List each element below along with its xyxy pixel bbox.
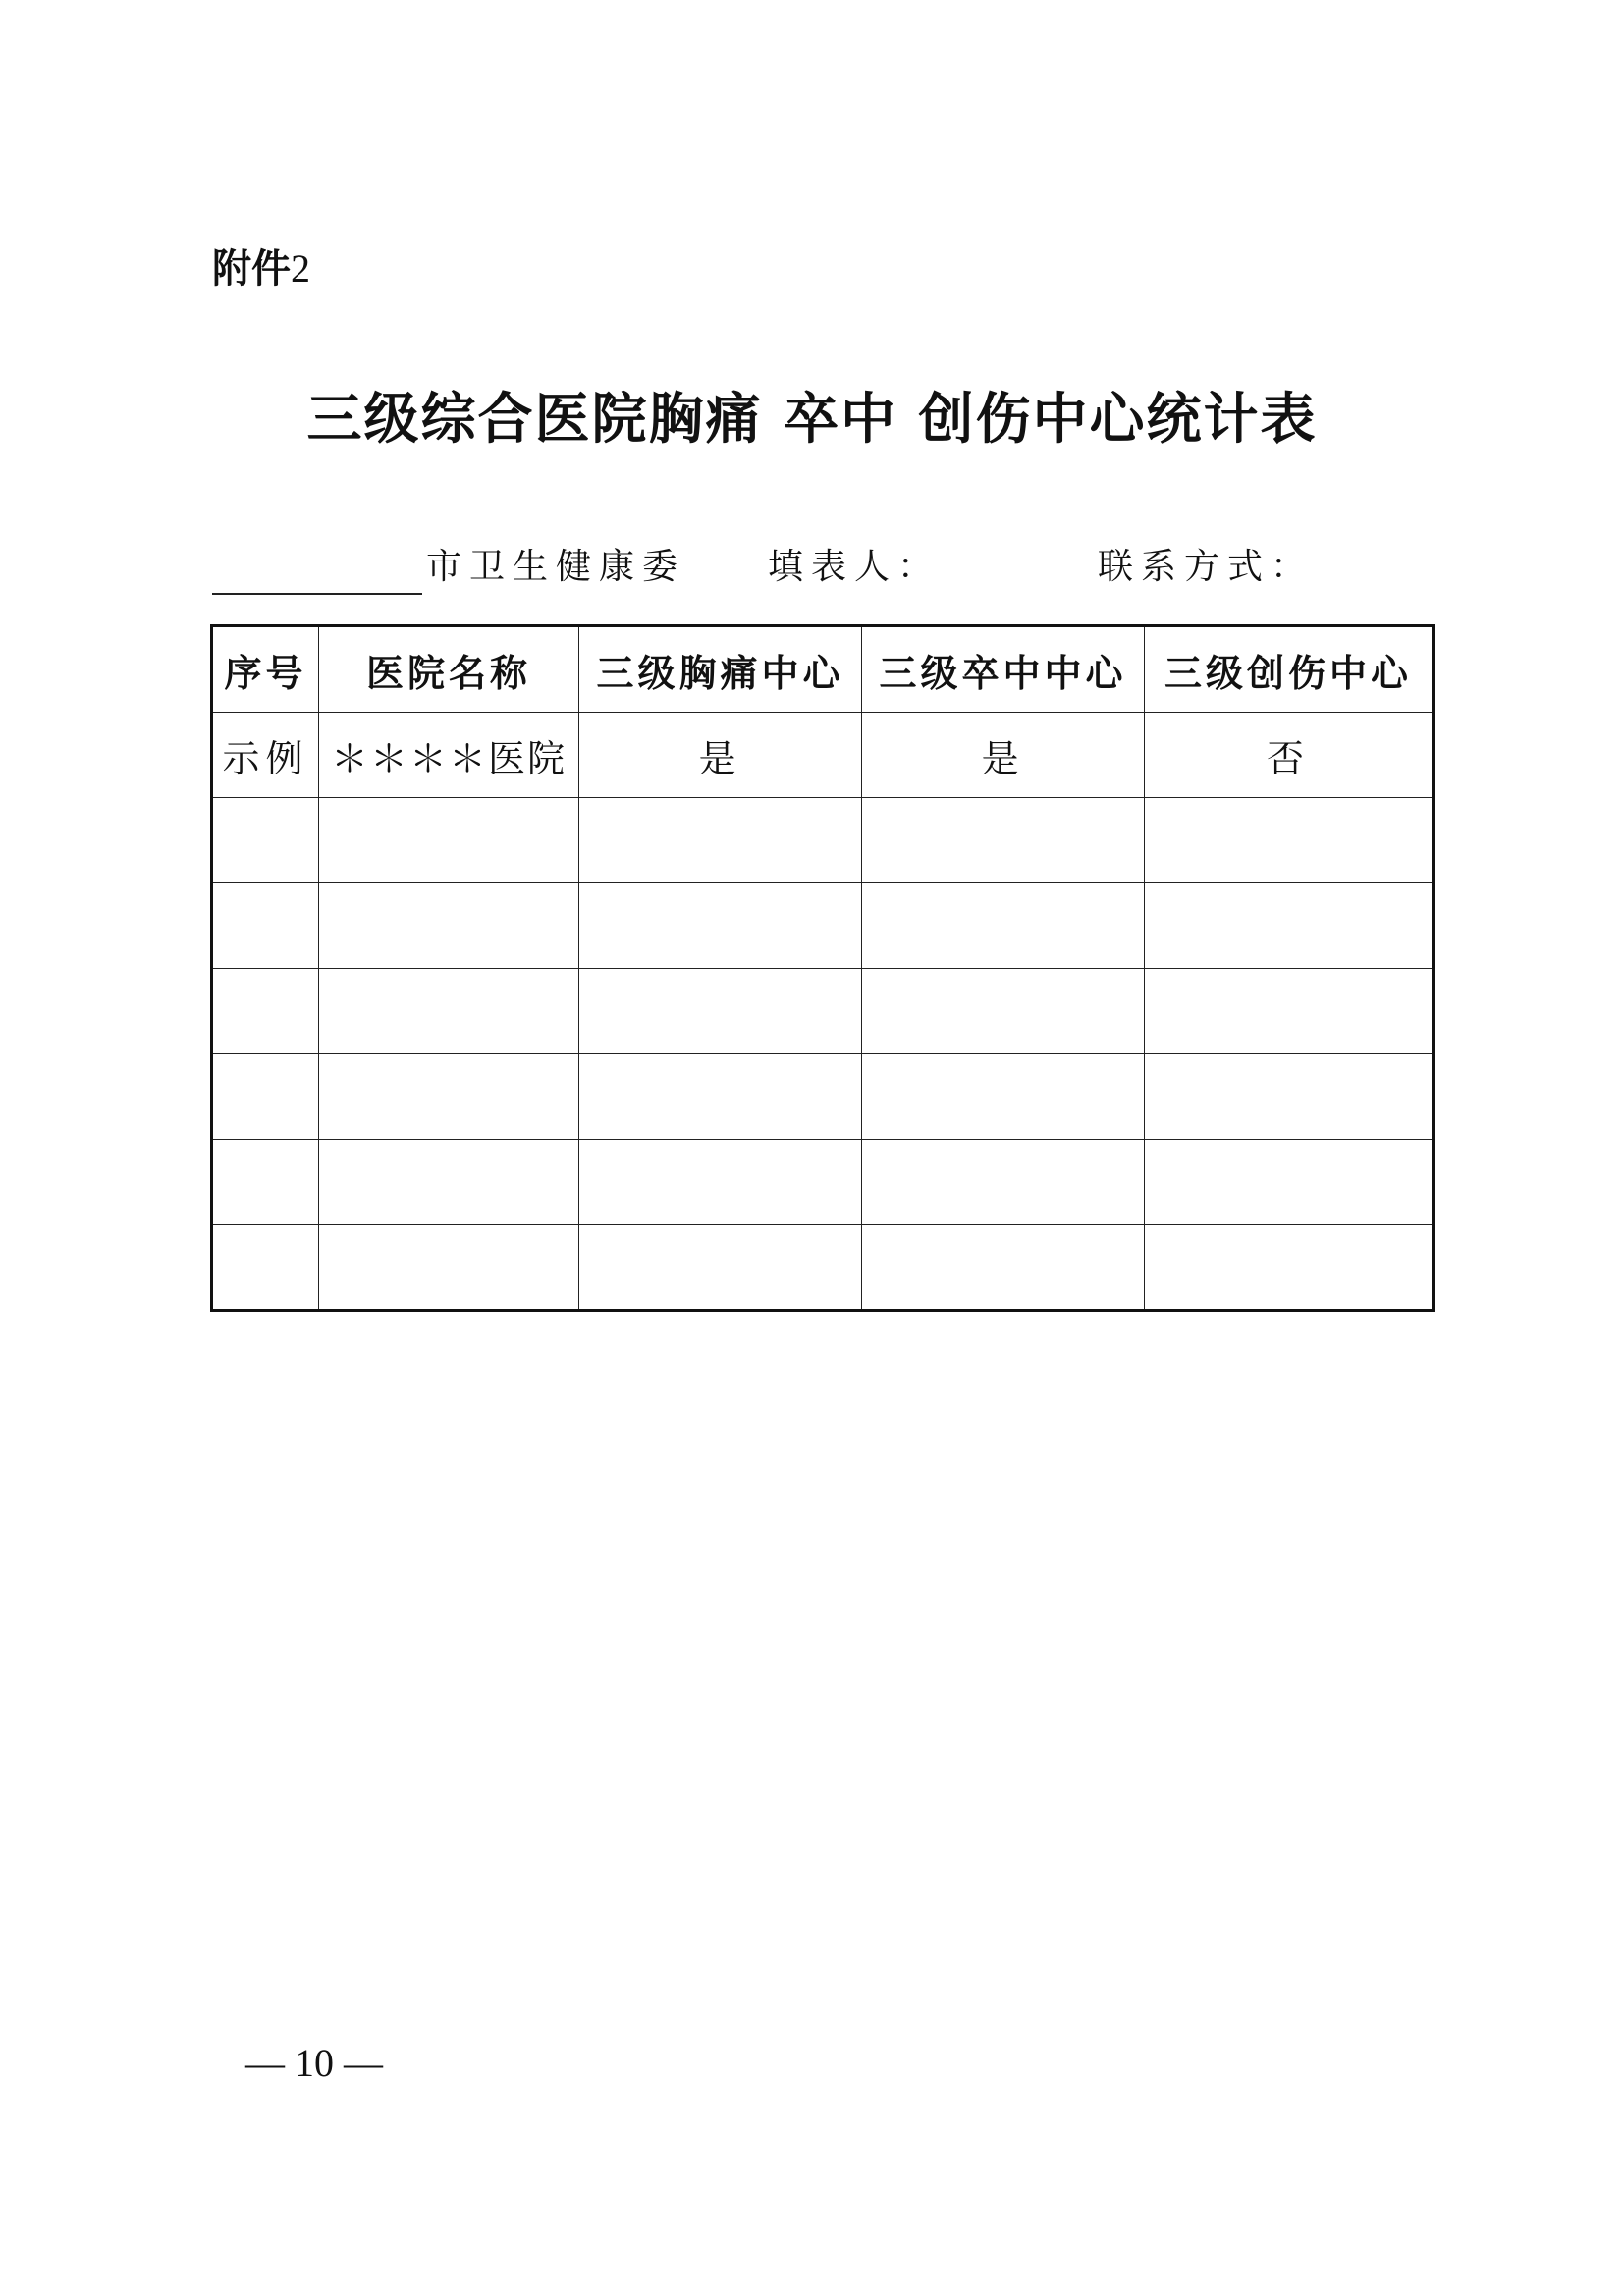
- empty-serial-cell[interactable]: [212, 1054, 319, 1140]
- empty-chest-pain-cell[interactable]: [579, 1225, 862, 1311]
- empty-serial-cell[interactable]: [212, 969, 319, 1054]
- statistics-table: [210, 624, 1435, 1312]
- empty-stroke-cell[interactable]: [862, 798, 1145, 883]
- header-hospital-name: 医院名称: [319, 626, 579, 713]
- empty-serial-cell[interactable]: [212, 883, 319, 969]
- attachment-text: 附件: [212, 246, 291, 292]
- empty-trauma-cell[interactable]: [1145, 883, 1434, 969]
- example-hospital-cell: ＊＊＊＊医院: [319, 713, 579, 798]
- table-row: [212, 1140, 1434, 1225]
- header-chest-pain-center: 三级胸痛中心: [579, 626, 862, 713]
- statistics-table-container: [210, 624, 1432, 1312]
- empty-serial-cell[interactable]: [212, 1140, 319, 1225]
- table-row: [212, 1054, 1434, 1140]
- empty-stroke-cell[interactable]: [862, 1140, 1145, 1225]
- empty-serial-cell[interactable]: [212, 1225, 319, 1311]
- header-stroke-center: 三级卒中中心: [862, 626, 1145, 713]
- example-stroke-cell: 是: [862, 713, 1145, 798]
- attachment-number: 2: [291, 246, 310, 291]
- example-serial-cell: 示例: [212, 713, 319, 798]
- table-row: [212, 1225, 1434, 1311]
- empty-stroke-cell[interactable]: [862, 969, 1145, 1054]
- table-row-example: [212, 713, 1434, 798]
- document-title: 三级综合医院胸痛 卒中 创伤中心统计表: [306, 388, 1318, 452]
- empty-chest-pain-cell[interactable]: [579, 1140, 862, 1225]
- table-row: [212, 798, 1434, 883]
- empty-stroke-cell[interactable]: [862, 883, 1145, 969]
- empty-hospital-cell[interactable]: [319, 1225, 579, 1311]
- contact-label: 联系方式：: [1098, 547, 1315, 587]
- empty-trauma-cell[interactable]: [1145, 1225, 1434, 1311]
- empty-trauma-cell[interactable]: [1145, 798, 1434, 883]
- empty-trauma-cell[interactable]: [1145, 1054, 1434, 1140]
- empty-trauma-cell[interactable]: [1145, 1140, 1434, 1225]
- empty-chest-pain-cell[interactable]: [579, 798, 862, 883]
- empty-trauma-cell[interactable]: [1145, 969, 1434, 1054]
- city-blank-field[interactable]: [212, 554, 422, 595]
- page-number: — 10 —: [245, 2041, 383, 2085]
- empty-hospital-cell[interactable]: [319, 1140, 579, 1225]
- empty-hospital-cell[interactable]: [319, 969, 579, 1054]
- empty-stroke-cell[interactable]: [862, 1054, 1145, 1140]
- empty-hospital-cell[interactable]: [319, 1054, 579, 1140]
- header-trauma-center: 三级创伤中心: [1145, 626, 1434, 713]
- example-trauma-cell: 否: [1145, 713, 1434, 798]
- table-row: [212, 883, 1434, 969]
- empty-hospital-cell[interactable]: [319, 798, 579, 883]
- empty-serial-cell[interactable]: [212, 798, 319, 883]
- filler-label: 填表人：: [768, 547, 942, 587]
- table-header-row: [212, 626, 1434, 713]
- table-row: [212, 969, 1434, 1054]
- example-chest-pain-cell: 是: [579, 713, 862, 798]
- empty-stroke-cell[interactable]: [862, 1225, 1145, 1311]
- attachment-label: [212, 241, 310, 296]
- city-suffix-label: 市卫生健康委: [426, 547, 686, 587]
- header-serial-number: 序号: [212, 626, 319, 713]
- empty-chest-pain-cell[interactable]: [579, 1054, 862, 1140]
- form-info-line: [212, 540, 1314, 595]
- empty-hospital-cell[interactable]: [319, 883, 579, 969]
- empty-chest-pain-cell[interactable]: [579, 883, 862, 969]
- empty-chest-pain-cell[interactable]: [579, 969, 862, 1054]
